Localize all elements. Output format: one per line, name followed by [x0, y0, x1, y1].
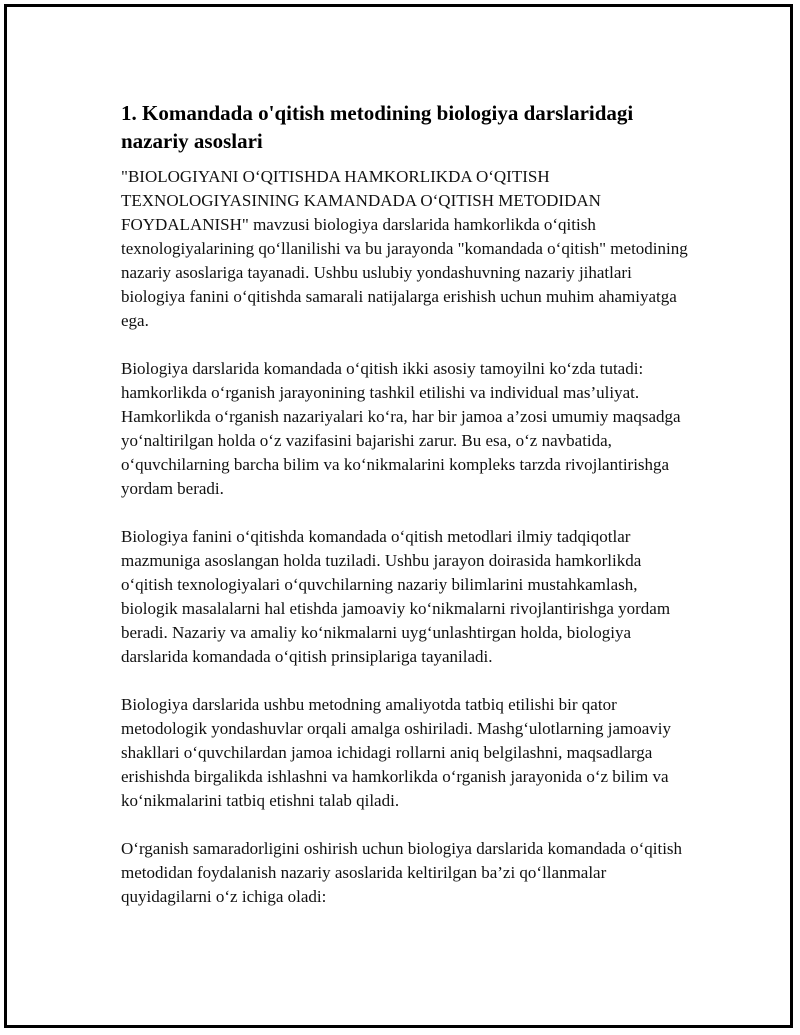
- paragraph-methods: Biologiya fanini o‘qitishda komandada o‘qitish metodlari ilmiy tadqiqotlar mazmuniga asoslangan holda tuziladi. Ushbu jarayon doirasida hamkorlikda o‘qitish texnologiyalari o‘quvchilarning nazariy bilimlarini mustahkamlash, biologik masalalarni hal etishda jamoaviy ko‘nikmalarni rivojlantirishga yordam beradi. Nazariy va amaliy ko‘nikmalarni uyg‘unlashtirgan holda, biologiya darslarida komandada o‘qitish prinsiplariga tayaniladi.: [121, 527, 671, 666]
- paragraph-principles: Biologiya darslarida komandada o‘qitish ikki asosiy tamoyilni ko‘zda tutadi: hamkorlikda o‘rganish jarayonining tashkil etilishi va individual mas’uliyat. Hamkorlikda o‘rganish nazariyalari ko‘ra, har bir jamoa a’zosi umumiy maqsadga yo‘naltirilgan holda o‘z vazifasini bajarishi zarur. Bu esa, o‘z navbatida, o‘quvchilarning barcha bilim va ko‘nikmalarini kompleks tarzda rivojlantirishga yordam beradi.: [121, 359, 681, 498]
- paragraph-intro: "BIOLOGIYANI O‘QITISHDA HAMKORLIKDA O‘QITISH TEXNOLOGIYASINING KAMANDADA O‘QITISH METODIDAN FOYDALANISH" mavzusi biologiya darslarida hamkorlikda o‘qitish texnologiyalarining qo‘llanilishi va bu jarayonda "komandada o‘qitish" metodining nazariy asoslariga tayanadi. Ushbu uslubiy yondashuvning nazariy jihatlari biologiya fanini o‘qitishda samarali natijalarga erishish uchun muhim ahamiyatga ega.: [121, 167, 688, 330]
- document-page: [4, 4, 793, 1028]
- section-heading: 1. Komandada o'qitish metodining biologiya darslaridagi nazariy asoslari: [121, 101, 634, 153]
- paragraph-practice: Biologiya darslarida ushbu metodning amaliyotda tatbiq etilishi bir qator metodologik yondashuvlar orqali amalga oshiriladi. Mashg‘ulotlarning jamoaviy shakllari o‘quvchilardan jamoa ichidagi rollarni aniq belgilashni, maqsadlarga erishishda birgalikda ishlashni va hamkorlikda o‘rganish jarayonida o‘z bilim va ko‘nikmalarini tatbiq etishni talab qiladi.: [121, 695, 672, 810]
- document-body: [121, 99, 696, 933]
- paragraph-efficiency: O‘rganish samaradorligini oshirish uchun biologiya darslarida komandada o‘qitish metodidan foydalanish nazariy asoslarida keltirilgan ba’zi qo‘llanmalar quyidagilarni o‘z ichiga oladi:: [121, 839, 683, 906]
